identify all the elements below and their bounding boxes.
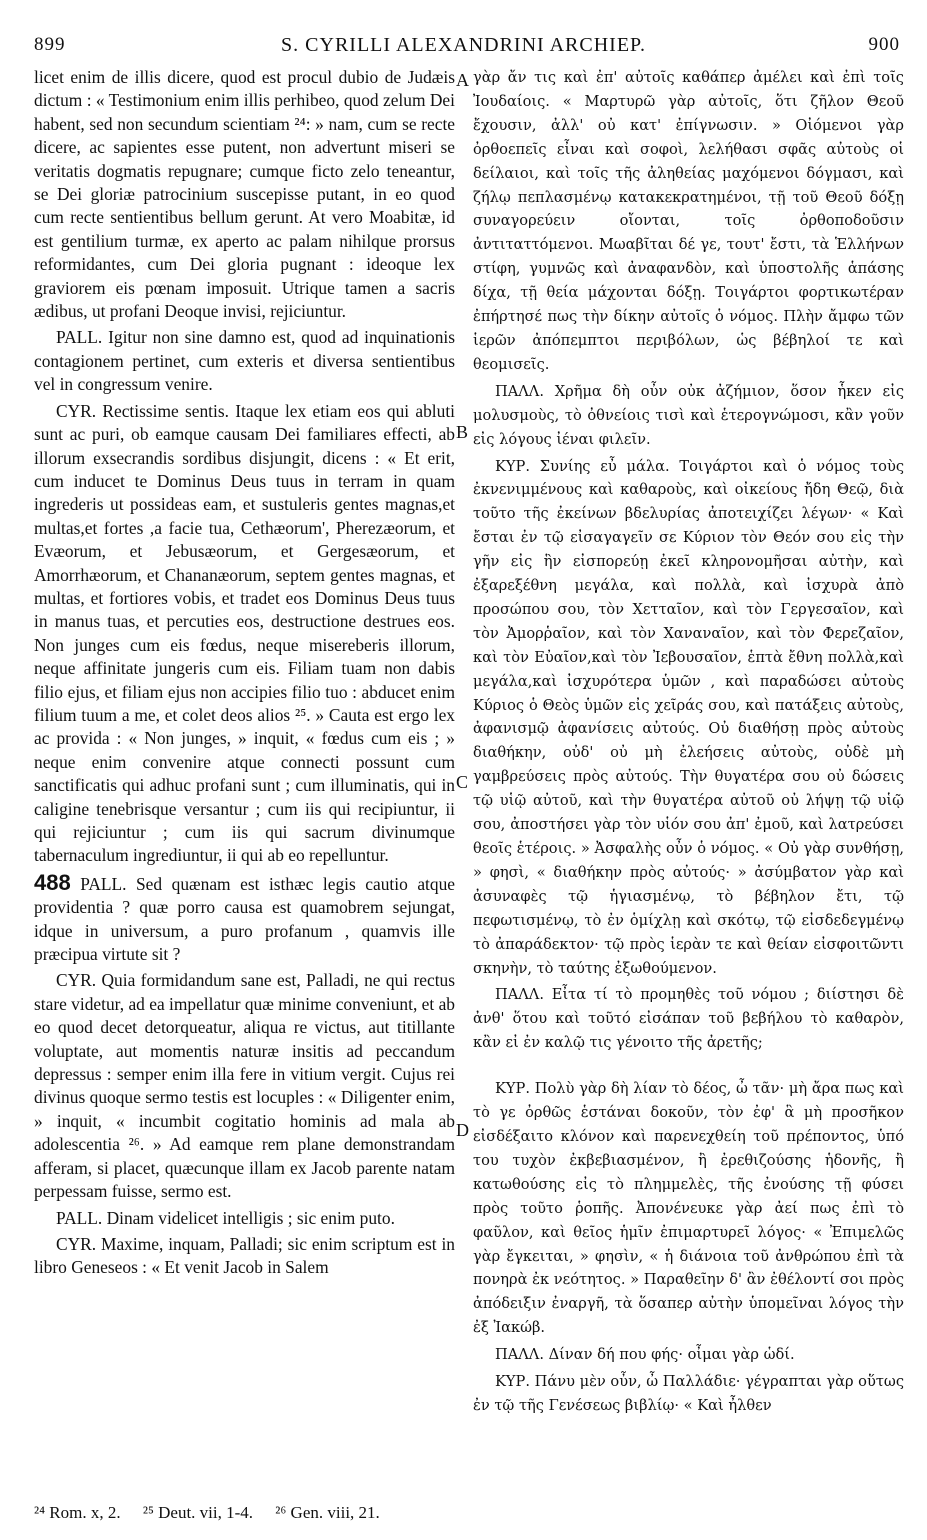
latin-column	[34, 66, 455, 1283]
running-title: S. CYRILLI ALEXANDRINI ARCHIEP.	[281, 34, 646, 56]
footnotes	[34, 1503, 455, 1523]
greek-paragraph: γὰρ ἄν τις καὶ ἐπ' αὐτοῖς καθάπερ ἀμέλει καὶ ἐπὶ τοῖς Ἰουδαίοις. « Μαρτυρῶ γὰρ αὐτοῖς, ὅτι ζῆλον Θεοῦ ἔχουσιν, ἀλλ' οὐ κατ' ἐπίγνωσιν. » Οἰόμενοι γὰρ ὀρθοεπεῖς εἶναι καὶ σοφοὶ, λελήθασι σφᾶς αὐτοὺς οἱ δείλαιοι, καὶ τοῖς τῆς ἀληθείας μαχόμενοι δόγμασι, καὶ ζήλῳ πεπλασμένῳ κατακεκρατημένοι, τῇ τοῦ Θεοῦ δόξῃ συναγορεύειν οἴονται, τοῖς ὀρθοποδοῦσιν ἀντιταττόμενοι. Μωαβῖται δέ γε, τουτ' ἔστι, τὰ Ἑλλήνων στίφη, γυμνῶς καὶ ἀναφανδὸν, καὶ ὑποστολῆς ἁπάσης δίχα, τῇ θεία μάχονται δόξῃ. Τοιγάρτοι φορτικωτέραν ἐπήρτησέ πως τὴν δίκην αὐτοῖς ὁ νόμος. Πλὴν ἄμφω τῶν ἱερῶν ἀπόπεμπτοι περιβόλων, ὡς βέβηλοί τε καὶ θεομισεῖς.	[473, 69, 904, 373]
margin-letter-d: D	[456, 1120, 469, 1140]
latin-paragraph: CYR. Quia formidandum sane est, Palladi, ne qui rectus stare videtur, ad ea impellatur quæ minime conveniunt, et ab eo quod decet detorqueatur, aliqua re victus, aut titillante voluptate, aut momentis naturæ insitis ad peccandum depressus : semper enim illa fere in vitium vergit. Cujus rei divinus quoque sermo testis est locuples : « Diligenter enim, » inquit, « incumbit cogitatio hominis ad mala ab adolescentia ²⁶. » Ad eamque rem plane demonstrandam afferam, si placet, quæcunque illam ex Jacob parente natam perpessam fuisse, sermo est.	[34, 970, 455, 1202]
latin-paragraph-text: PALL. Sed quænam est isthæc legis cautio atque providentia ? quæ porro causa est quamobrem sejungat, idque in universum, a puro profanum , quamvis ille præcipua virtute sit ?	[34, 873, 455, 965]
greek-paragraph: ΚΥΡ. Συνίης εὖ μάλα. Τοιγάρτοι καὶ ὁ νόμος τοὺς ἐκνενιμμένους καὶ καθαροὺς, καὶ οἰκείους ἤδη Θεῷ, διὰ τοῦτο τῆς ἐκείνων βδελυρίας ἀποτειχίζει λέγων· « Καὶ ἔσται ἐν τῷ εἰσαγαγεῖν σε Κύριον τὸν Θεόν σου εἰς τὴν γῆν εἰς ἣν εἰσπορεύῃ ἐκεῖ κληρονομῆσαι αὐτὴν, καὶ ἐξαρεξέθνη μεγάλα, καὶ πολλὰ, καὶ ἰσχυρὰ ἀπὸ προσώπου σου, τὸν Χετταῖον, καὶ τὸν Γεργεσαῖον, καὶ τὸν Ἀμορῥαῖον, καὶ τὸν Χαναναῖον, καὶ τὸν Φερεζαῖον, καὶ τὸν Εὐαῖον,καὶ τὸν Ἰεβουσαῖον, ἑπτὰ ἔθνη πολλὰ,καὶ μεγάλα,καὶ ἰσχυρότερα ὑμῶν , καὶ παραδώσει αὐτοὺς Κύριος ὁ Θεὸς ὑμῶν εἰς χεῖράς σου, καὶ πατάξεις αὐτοὺς, ἀφανισμῷ ἀφανίσεις αὐτούς. Οὐ διαθήσῃ πρὸς αὐτοὺς διαθήκην, οὐδ' οὐ μὴ ἐλεήσεις αὐτοὺς, οὐδὲ μὴ γαμβρεύσεις πρὸς αὐτούς. Τὴν θυγατέρα σου οὐ δώσεις τῷ υἱῷ αὐτοῦ, καὶ τὴν θυγατέρα αὐτοῦ οὐ λήψῃ τῷ υἱῷ σου, ἀποστήσει γὰρ τὸν υἱόν σου ἀπ' ἐμοῦ, καὶ λατρεύσει θεοῖς ἑτέροις. » Ἀσφαλὴς οὖν ὁ νόμος. « Οὐ γὰρ συνθήσῃ, » φησὶ, « διαθήκην πρὸς αὐτούς· » ἀσύμβατον γὰρ καὶ ἀσυναφὲς τῷ ἡγιασμένῳ, τὸ βέβηλον ἔτι, τῷ πεφωτισμένῳ, τὸ ἐν ὁμίχλῃ καὶ σκότῳ, τῷ εἰσδεδεγμένῳ τὸ ἀπαράδεκτον· τῷ πρὸς ἱερὰν τε καὶ θείαν εἰσφοιτῶντι σκηνὴν, τὸ ταύτης ἐξωθούμενον.	[473, 457, 904, 977]
latin-paragraph	[34, 871, 455, 967]
page-number-left: 899	[34, 34, 66, 55]
greek-paragraph: ΠΑΛΛ. Χρῆμα δὴ οὖν οὐκ ἀζήμιον, ὅσον ἧκεν εἰς μολυσμοὺς, τὸ ὀθνείοις τισὶ καὶ ἑτερογνώμοσι, κἂν γοῦν εἰς λόγους ἰέναι φιλεῖν.	[473, 382, 904, 448]
latin-paragraph: PALL. Igitur non sine damno est, quod ad inquinationis contagionem pertinet, cum exteris et diversa sentientibus vel in congressum venire.	[34, 327, 455, 395]
footnote: ²⁵ Deut. vii, 1-4.	[142, 1503, 254, 1522]
page-header	[0, 0, 927, 62]
greek-paragraph: ΚΥΡ. Πάνυ μὲν οὖν, ὦ Παλλάδιε· γέγραπται γὰρ οὕτως ἐν τῷ τῆς Γενέσεως βιβλίῳ· « Καὶ ἦλθεν	[473, 1373, 904, 1414]
footnote: ²⁴ Rom. x, 2.	[34, 1503, 121, 1522]
greek-paragraph: ΠΑΛΛ. Δίναν δή που φής· οἶμαι γὰρ ὡδί.	[495, 1346, 795, 1364]
margin-letter-a: A	[456, 70, 469, 90]
section-number: 488	[34, 869, 71, 895]
latin-paragraph: PALL. Dinam videlicet intelligis ; sic enim puto.	[56, 1207, 395, 1228]
latin-paragraph: CYR. Rectissime sentis. Itaque lex etiam eos qui abluti sunt ac puri, ob eamque causam Dei familiares effecti, ab illorum exsecrandis sordibus disjungit, dicens : « Et erit, cum inducet te Dominus Deus tuus in terram in quam ingrederis ut possideas eam, et sustuleris gentes magnas,et multas,et fortes ,a facie tua, Cethæorum', Pherezæorum, et Evæorum, et Jebusæorum, et Gergesæorum, et Amorrhæorum, et Chananæorum, septem gentes magnas, et multas, et fortiores vobis, et tradet eos Dominus Deus tuus in manus tuas, et percuties eos, destructione destrues eos. Non junges cum eis fœdus, neque misereberis illorum, neque affinitate jungeris cum eis. Filiam tuam non dabis filio ejus, et filiam ejus non accipies filio tuo : abducet enim filium tuum a me, et colet deos alios ²⁵. » Cauta est ergo lex ac provida : « Non junges, » inquit, « fœdus cum eis ; » neque enim convenire atque connecti possunt cum sanctificatis qui adhuc profani sunt ; cum illuminatis, qui in caligine tenebrisque versantur ; cum iis qui recipiuntur, ii qui rejiciuntur ; cum iis qui sacrum divinumque tabernaculum ingrediuntur, ii qui ab eo repelluntur.	[34, 400, 455, 866]
page-number-right: 900	[868, 34, 900, 55]
latin-paragraph: CYR. Maxime, inquam, Palladi; sic enim scriptum est in libro Geneseos : « Et venit Jacob in Salem	[34, 1233, 455, 1278]
margin-letter-b: B	[456, 422, 469, 442]
footnote: ²⁶ Gen. viii, 21.	[275, 1503, 380, 1522]
greek-paragraph: ΚΥΡ. Πολὺ γὰρ δὴ λίαν τὸ δέος, ὦ τᾶν· μὴ ἄρα πως καὶ τὸ γε ὀρθῶς ἑστάναι δοκοῦν, τὸν ἐφ' ἃ μὴ προσῆκον εἰσδέξαιτο κλόνον καὶ παρενεχθείη τοῦ πρέποντος, ὑπό του τυχὸν ἐκβεβιασμένον, ἢ ἐρεθιζούσης ἡδονῆς, ἢ κατωθούσης εἰς τὸ πλημμελὲς, τῆς ἐνούσης τῇ φύσει πρὸς τοῦτο ῥοπῆς. Ἀπονένευκε γὰρ ἀεί πως ἐπὶ τὸ φαῦλον, καὶ θεῖος ἡμῖν ἐπιμαρτυρεῖ λόγος· « Ἐπιμελῶς γὰρ ἔγκειται, » φησὶν, « ἡ διάνοια τοῦ ἀνθρώπου ἐπὶ τὰ πονηρὰ ἐκ νεότητος. » Παραθεῖην δ' ἂν ἐθέλοντί σοι πρὸς ἀπόδειξιν ἐναργῆ, τὰ ὅσαπερ αὐτὴν ὑπομεῖναι λόγος τὴν ἐξ Ἰακώβ.	[473, 1080, 904, 1337]
greek-column	[473, 66, 904, 1421]
greek-paragraph: ΠΑΛΛ. Εἶτα τί τὸ προμηθὲς τοῦ νόμου ; διίστησι δὲ ἀνθ' ὅτου καὶ τοῦτό εἰσάπαν τοῦ βεβήλου τὸ καθαρὸν, κἂν εἰ ἐν καλῷ τις γένοιτο τῆς ἀρετῆς;	[473, 986, 904, 1052]
margin-letter-c: C	[456, 772, 469, 792]
latin-paragraph: licet enim de illis dicere, quod est procul dubio de Judæis dictum : « Testimonium enim illis perhibeo, quod zelum Dei habent, sed non secundum scientiam ²⁴: » nam, cum se recte dicere, ac sapientes esse putent, non advertunt miseri se veritatis dogmatis repugnare; cumque ficto zelo teneantur, se Dei gloriæ patrocinium suscepisse putant, in eo quod cum recte sentientibus bellum gerunt. At vero Moabitæ, id est gentilium turmæ, ex aperto ac palam nihilque prorsus reformidantes, cum Dei gloria pugnant : ideoque lex graviorem eis pœnam imposuit. Utrique tamen a sacris ædibus, ut profani Deoque invisi, rejiciuntur.	[34, 67, 455, 322]
